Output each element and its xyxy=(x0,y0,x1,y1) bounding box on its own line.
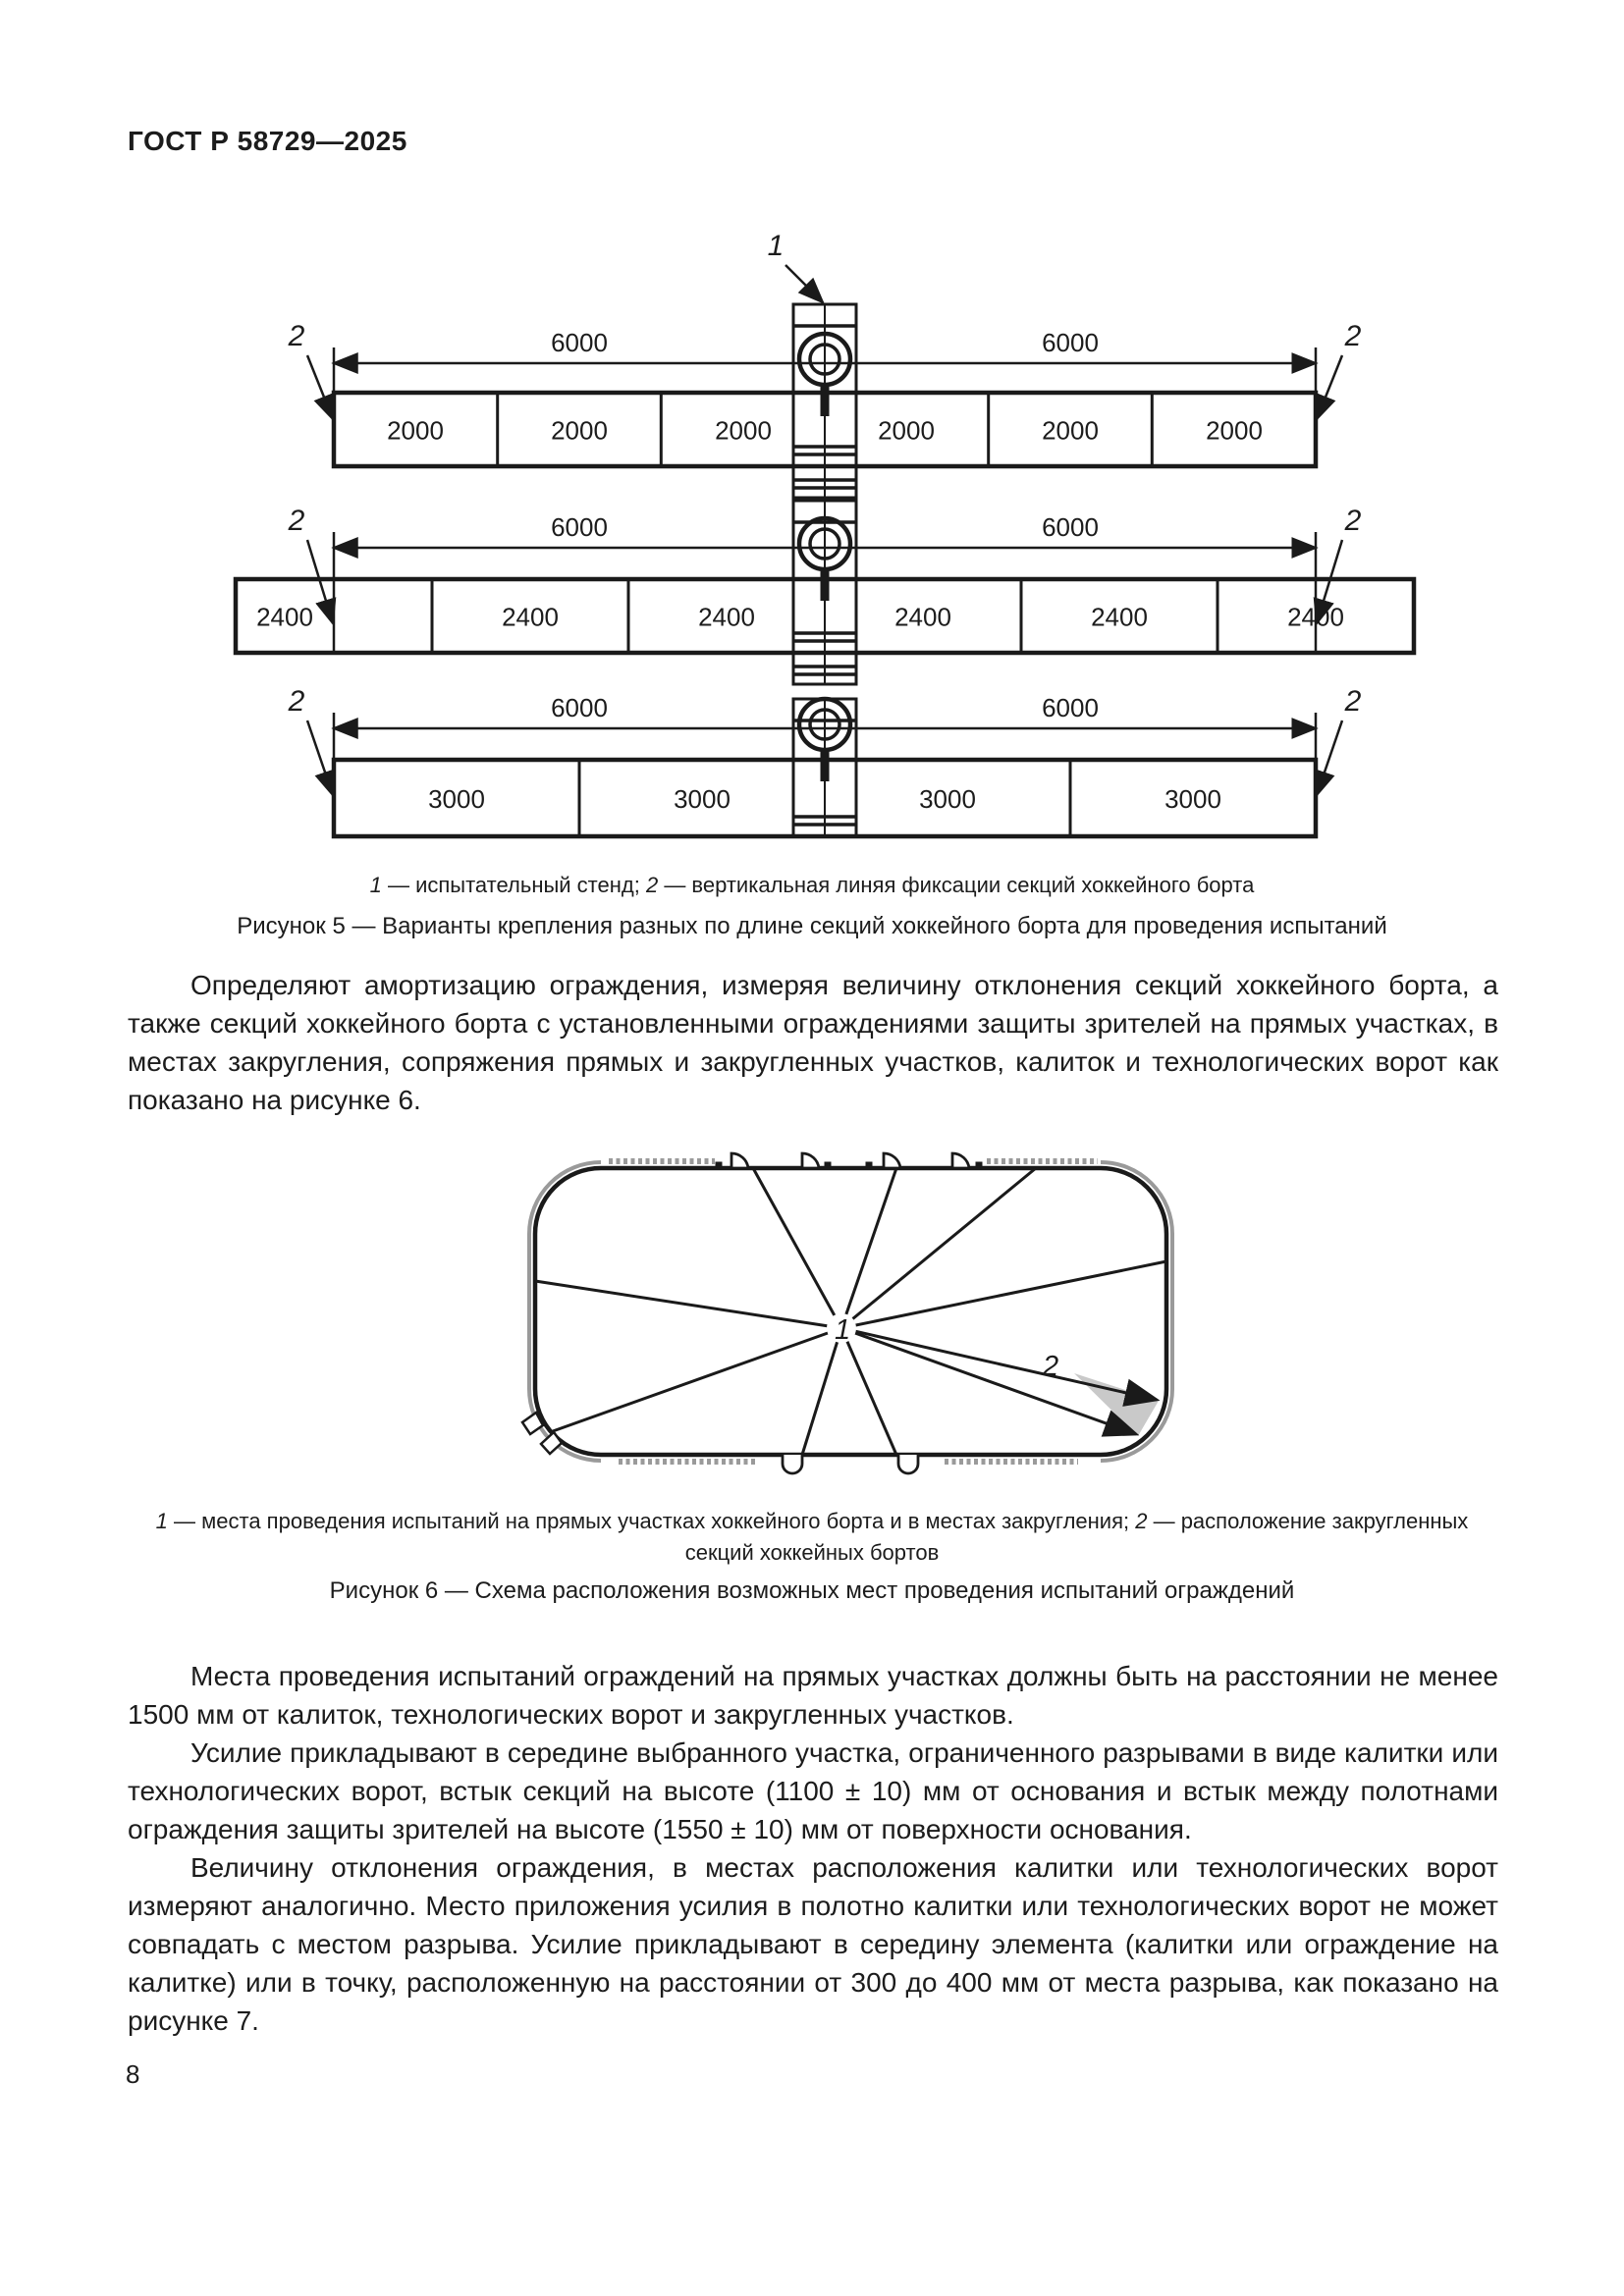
rink-outer-perimeter-line xyxy=(529,1161,1172,1462)
dimension-label: 6000 xyxy=(551,328,608,357)
section-length-label: 2400 xyxy=(894,602,951,632)
figure5-legend: 1 — испытательный стенд; 2 — вертикальная линяя фиксации секций хоккейного борта xyxy=(369,873,1255,897)
section-length-label: 2400 xyxy=(256,602,313,632)
corner-label: 2 xyxy=(1043,1351,1059,1382)
gate-icon xyxy=(731,1153,748,1168)
paragraph: Определяют амортизацию ограждения, измеряя величину отклонения секций хоккейного борта, а также секций хоккейного борта с установленными ограждениями защиты зрителей на прямых участках, в местах закругления, сопряжения прямых и закругленных участков, калиток и технологических ворот как показано на рисунке 6. xyxy=(128,970,1498,1115)
dimension-label: 6000 xyxy=(1042,512,1099,542)
gate-icon xyxy=(802,1153,819,1168)
section-length-label: 2000 xyxy=(715,415,772,446)
corner-arrows xyxy=(841,1328,1157,1434)
fixation-callout-arrow xyxy=(1317,355,1342,419)
section-length-label: 2400 xyxy=(1091,602,1148,632)
figure6-rink-schema xyxy=(0,1144,1624,1509)
stand-callout-arrow xyxy=(785,265,823,302)
figure5-mounting-diagrams xyxy=(0,167,1624,854)
section-length-label: 2000 xyxy=(1206,415,1263,446)
stand-callout-label: 1 xyxy=(767,230,785,262)
section-length-label: 3000 xyxy=(1164,784,1221,814)
section-length-label: 3000 xyxy=(428,784,485,814)
center-test-point-label: 1 xyxy=(835,1314,851,1346)
mounting-diagram-3 xyxy=(288,685,1362,836)
legend6-key1: 1 xyxy=(155,1509,168,1533)
gate-icon xyxy=(884,1153,900,1168)
fixation-callout-label: 2 xyxy=(1344,685,1362,718)
paragraph: Усилие прикладывают в середине выбранного участка, ограниченного разрывами в виде калитки или технологических ворот, встык секций на высоте (1100 ± 10) мм от основания и встык между полотнами ограждения защиты зрителей на высоте (1550 ± 10) мм от поверхности основания. xyxy=(128,1737,1498,1844)
figure6-caption: Рисунок 6 — Схема расположения возможных мест проведения испытаний ограждений xyxy=(329,1577,1295,1604)
paragraph: Места проведения испытаний ограждений на прямых участках должны быть на расстоянии не менее 1500 мм от калиток, технологических ворот и закругленных участков. xyxy=(128,1661,1498,1730)
section-length-label: 2400 xyxy=(1287,602,1344,632)
page-number: 8 xyxy=(126,2059,140,2089)
fixation-callout-label: 2 xyxy=(1344,320,1362,352)
figure5-caption: Рисунок 5 — Варианты крепления разных по длине секций хоккейного борта для проведения испытаний xyxy=(237,913,1387,939)
fixation-callout-label: 2 xyxy=(288,685,305,718)
section-length-label: 2400 xyxy=(698,602,755,632)
figure6-legend: 1 — места проведения испытаний на прямых участках хоккейного борта и в местах закругления; 2 — расположение закругленных секций хоккейных бортов xyxy=(155,1509,1469,1565)
mounting-diagram-1 xyxy=(288,230,1362,498)
legend5-key2: 2 xyxy=(645,873,659,897)
legend5-key1: 1 xyxy=(369,873,382,897)
gate-icon xyxy=(952,1153,969,1168)
dimension-label: 6000 xyxy=(1042,693,1099,722)
section-length-label: 2000 xyxy=(1042,415,1099,446)
fixation-callout-arrow xyxy=(1317,721,1342,795)
section-length-label: 3000 xyxy=(674,784,731,814)
mounting-diagram-2 xyxy=(236,501,1414,684)
section-length-label: 2400 xyxy=(502,602,559,632)
dimension-label: 6000 xyxy=(1042,328,1099,357)
fixation-callout-arrow xyxy=(307,355,333,419)
gate-icon xyxy=(898,1455,918,1473)
fixation-callout-arrow xyxy=(307,721,333,795)
section-length-label: 2000 xyxy=(387,415,444,446)
dimension-label: 6000 xyxy=(551,512,608,542)
section-length-label: 3000 xyxy=(919,784,976,814)
paragraph: Величину отклонения ограждения, в местах расположения калитки или технологических ворот измеряют аналогично. Место приложения усилия в полотно калитки или технологических ворот не может совпадать с местом разрыва. Усилие прикладывают в середину элемента (калитки или ограждение на калитке) или в точку, расположенную на расстоянии от 300 до 400 мм от места разрыва, как показано на рисунке 7. xyxy=(128,1852,1498,2036)
document-header: ГОСТ Р 58729—2025 xyxy=(128,126,407,156)
gate-icons-bottom xyxy=(783,1455,918,1473)
section-length-label: 2000 xyxy=(878,415,935,446)
fixation-callout-label: 2 xyxy=(1344,505,1362,537)
section-length-label: 2000 xyxy=(551,415,608,446)
legend6-key2: 2 xyxy=(1135,1509,1148,1533)
dimension-label: 6000 xyxy=(551,693,608,722)
fixation-callout-label: 2 xyxy=(288,320,305,352)
fixation-callout-label: 2 xyxy=(288,505,305,537)
body-text xyxy=(128,1657,1498,2040)
gate-icon xyxy=(783,1455,802,1473)
